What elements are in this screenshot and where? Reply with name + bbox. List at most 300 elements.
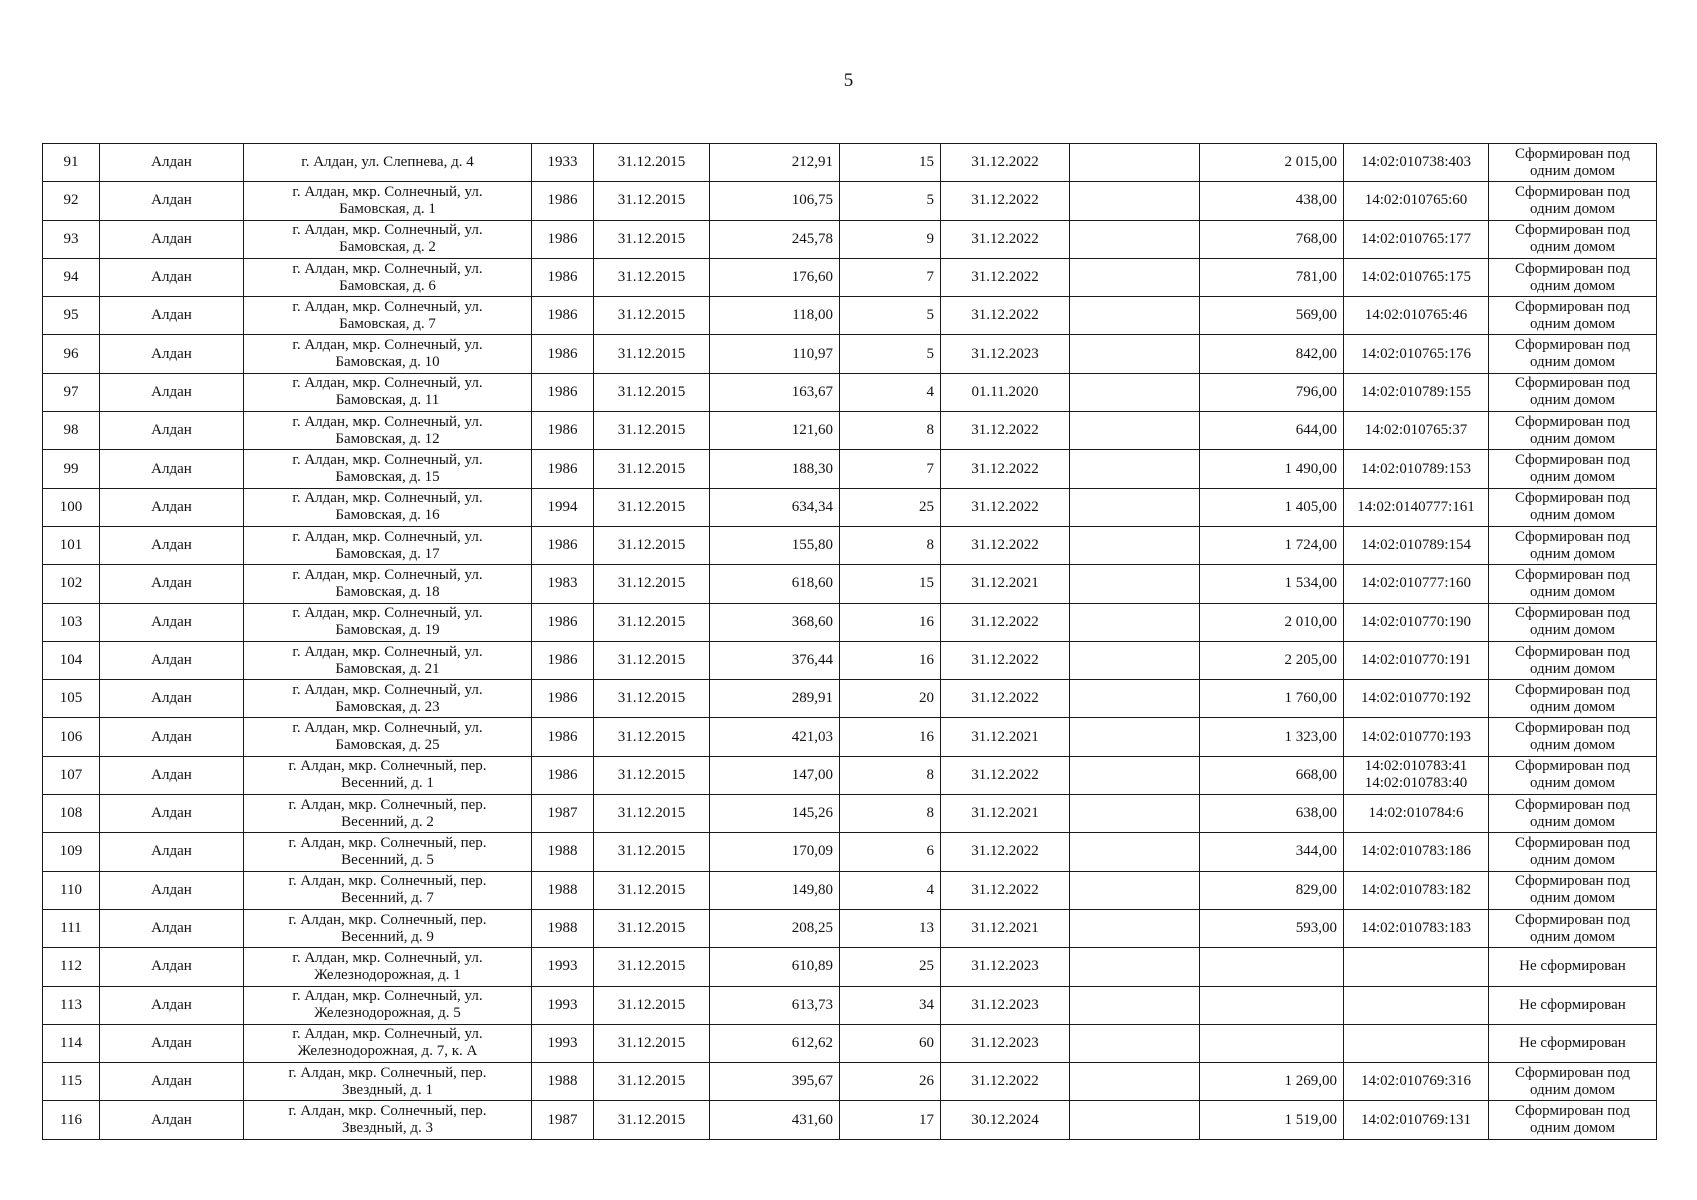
cell-land-status [1489,144,1657,182]
cell-address-line: Бамовская, д. 12 [335,430,440,447]
cell-land-status-line: Сформирован под [1514,1064,1631,1081]
cell-address-line: Бамовская, д. 7 [339,315,436,332]
cell-cadastral-number [1344,488,1489,526]
cell-address-line: г. Алдан, мкр. Солнечный, ул. [292,566,483,583]
cell-land-status-line: Сформирован под [1514,183,1631,200]
cell-residents-count: 16 [840,603,941,641]
cell-year-built: 1983 [532,565,594,603]
cell-area: 121,60 [710,412,840,450]
cell-land-status-line: Сформирован под [1514,911,1631,928]
cell-land-status [1489,182,1657,220]
cell-year-built: 1987 [532,795,594,833]
table-row [43,1101,1657,1139]
cell-planned-date: 31.12.2022 [941,871,1070,909]
cell-settlement: Алдан [100,488,244,526]
cell-cadastral-number [1344,373,1489,411]
cell-land-area: 796,00 [1200,373,1344,411]
cell-land-status [1489,909,1657,947]
cell-cadastral-number [1344,144,1489,182]
cell-residents-count: 34 [840,986,941,1024]
table-row [43,1024,1657,1062]
cell-year-built: 1988 [532,833,594,871]
cell-address [244,144,532,182]
cell-residents-count: 16 [840,641,941,679]
cell-area: 376,44 [710,641,840,679]
cell-area: 145,26 [710,795,840,833]
cell-empty [1070,450,1200,488]
cell-cadastral-number [1344,182,1489,220]
table-row [43,641,1657,679]
cell-residents-count: 8 [840,412,941,450]
cell-land-area: 1 534,00 [1200,565,1344,603]
cell-land-status-line: одним домом [1529,851,1616,868]
cell-row-number: 108 [43,795,100,833]
cell-address-line: г. Алдан, мкр. Солнечный, пер. [288,1103,487,1120]
table-row [43,297,1657,335]
cell-residents-count: 4 [840,373,941,411]
cell-area: 170,09 [710,833,840,871]
cell-cadastral-number-line: 14:02:010769:316 [1360,1073,1471,1090]
cell-land-status-line: одним домом [1529,622,1616,639]
cell-land-status-line: одним домом [1529,1120,1616,1137]
cell-year-built: 1986 [532,450,594,488]
cell-cadastral-number-line: 14:02:010765:46 [1364,307,1468,324]
cell-land-area: 1 323,00 [1200,718,1344,756]
cell-empty [1070,488,1200,526]
cell-year-built: 1986 [532,182,594,220]
cell-settlement: Алдан [100,1101,244,1139]
cell-year-built: 1986 [532,603,594,641]
cell-address [244,1024,532,1062]
cell-land-status-line: Сформирован под [1514,720,1631,737]
cell-address [244,412,532,450]
cell-area: 149,80 [710,871,840,909]
cell-empty [1070,1063,1200,1101]
cell-planned-date: 31.12.2022 [941,526,1070,564]
cell-settlement: Алдан [100,335,244,373]
cell-empty [1070,526,1200,564]
cell-land-status [1489,450,1657,488]
cell-area: 613,73 [710,986,840,1024]
cell-year-built: 1986 [532,756,594,794]
cell-year-built: 1993 [532,948,594,986]
cell-row-number: 91 [43,144,100,182]
cell-empty [1070,1101,1200,1139]
cell-cadastral-number-line: 14:02:010770:192 [1360,690,1471,707]
cell-cadastral-number-line: 14:02:0140777:161 [1357,498,1475,515]
cell-residents-count: 4 [840,871,941,909]
cell-address-line: г. Алдан, мкр. Солнечный, ул. [292,643,483,660]
cell-residents-count: 25 [840,948,941,986]
table-row [43,680,1657,718]
table-row [43,373,1657,411]
cell-planned-date: 31.12.2022 [941,1063,1070,1101]
cell-area: 421,03 [710,718,840,756]
cell-recognition-date: 31.12.2015 [594,1101,710,1139]
cell-address [244,909,532,947]
cell-address-line: г. Алдан, мкр. Солнечный, ул. [292,222,483,239]
cell-address-line: Бамовская, д. 6 [339,277,436,294]
cell-land-status [1489,718,1657,756]
cell-settlement: Алдан [100,450,244,488]
cell-recognition-date: 31.12.2015 [594,144,710,182]
cell-empty [1070,412,1200,450]
cell-cadastral-number-line: 14:02:010770:190 [1360,613,1471,630]
cell-land-area: 842,00 [1200,335,1344,373]
cell-settlement: Алдан [100,1063,244,1101]
cell-address-line: г. Алдан, мкр. Солнечный, пер. [288,796,487,813]
cell-land-status-line: Сформирован под [1514,452,1631,469]
cell-address-line: г. Алдан, мкр. Солнечный, ул. [292,1026,483,1043]
cell-row-number: 102 [43,565,100,603]
cell-address-line: Бамовская, д. 16 [335,507,440,524]
cell-land-status-line: Сформирован под [1514,298,1631,315]
cell-cadastral-number [1344,258,1489,296]
cell-row-number: 107 [43,756,100,794]
cell-address [244,526,532,564]
table-row [43,909,1657,947]
cell-planned-date: 31.12.2021 [941,795,1070,833]
cell-empty [1070,258,1200,296]
table-row [43,144,1657,182]
cell-address-line: Весенний, д. 1 [341,775,434,792]
table-row [43,258,1657,296]
cell-land-area [1200,948,1344,986]
cell-land-status-line: Сформирован под [1514,145,1631,162]
cell-land-area: 593,00 [1200,909,1344,947]
cell-land-area [1200,1024,1344,1062]
cell-land-area: 1 760,00 [1200,680,1344,718]
cell-cadastral-number-line: 14:02:010783:183 [1360,920,1471,937]
cell-land-area: 1 405,00 [1200,488,1344,526]
cell-year-built: 1993 [532,986,594,1024]
cell-row-number: 112 [43,948,100,986]
cell-residents-count: 8 [840,756,941,794]
cell-area: 147,00 [710,756,840,794]
cell-land-status-line: одним домом [1529,813,1616,830]
cell-row-number: 103 [43,603,100,641]
cell-land-area: 644,00 [1200,412,1344,450]
cell-land-status-line: одним домом [1529,277,1616,294]
cell-cadastral-number-line: 14:02:010789:153 [1360,460,1471,477]
cell-land-area: 668,00 [1200,756,1344,794]
cell-cadastral-number-line: 14:02:010765:37 [1364,422,1468,439]
cell-row-number: 101 [43,526,100,564]
cell-empty [1070,680,1200,718]
cell-recognition-date: 31.12.2015 [594,795,710,833]
cell-address [244,680,532,718]
table-row [43,833,1657,871]
cell-address-line: Бамовская, д. 10 [335,354,440,371]
cell-area: 188,30 [710,450,840,488]
cell-row-number: 100 [43,488,100,526]
cell-land-area: 1 490,00 [1200,450,1344,488]
table-row [43,450,1657,488]
cell-land-status-line: одним домом [1529,775,1616,792]
cell-residents-count: 9 [840,220,941,258]
cell-empty [1070,220,1200,258]
cell-cadastral-number-line: 14:02:010769:131 [1360,1111,1471,1128]
cell-year-built: 1988 [532,871,594,909]
cell-address-line: г. Алдан, мкр. Солнечный, ул. [292,260,483,277]
cell-address-line: г. Алдан, мкр. Солнечный, пер. [288,834,487,851]
cell-address-line: г. Алдан, мкр. Солнечный, ул. [292,298,483,315]
cell-land-status-line: одним домом [1529,354,1616,371]
cell-area: 618,60 [710,565,840,603]
cell-cadastral-number [1344,909,1489,947]
cell-land-area [1200,986,1344,1024]
cell-settlement: Алдан [100,871,244,909]
cell-cadastral-number [1344,412,1489,450]
cell-cadastral-number-line: 14:02:010765:177 [1360,230,1471,247]
table-row [43,871,1657,909]
cell-land-status-line: одним домом [1529,239,1616,256]
cell-address [244,565,532,603]
cell-address-line: г. Алдан, мкр. Солнечный, ул. [292,490,483,507]
cell-cadastral-number-line: 14:02:010783:41 [1364,758,1468,775]
cell-residents-count: 17 [840,1101,941,1139]
cell-address [244,258,532,296]
cell-empty [1070,909,1200,947]
cell-address-line: г. Алдан, мкр. Солнечный, ул. [292,413,483,430]
cell-land-status-line: Сформирован под [1514,643,1631,660]
cell-land-status-line: Сформирован под [1514,375,1631,392]
cell-empty [1070,718,1200,756]
cell-address-line: г. Алдан, мкр. Солнечный, ул. [292,452,483,469]
cell-recognition-date: 31.12.2015 [594,1024,710,1062]
cell-cadastral-number [1344,641,1489,679]
cell-recognition-date: 31.12.2015 [594,909,710,947]
cell-recognition-date: 31.12.2015 [594,948,710,986]
cell-row-number: 115 [43,1063,100,1101]
cell-year-built: 1988 [532,1063,594,1101]
cell-address-line: Звездный, д. 3 [342,1120,433,1137]
cell-cadastral-number [1344,1024,1489,1062]
cell-area: 368,60 [710,603,840,641]
cell-land-status-line: Сформирован под [1514,222,1631,239]
cell-year-built: 1993 [532,1024,594,1062]
cell-recognition-date: 31.12.2015 [594,450,710,488]
cell-planned-date: 31.12.2022 [941,833,1070,871]
page-number: 5 [843,70,854,91]
cell-address [244,373,532,411]
cell-row-number: 94 [43,258,100,296]
cell-recognition-date: 31.12.2015 [594,603,710,641]
cell-land-status [1489,1101,1657,1139]
cell-residents-count: 5 [840,297,941,335]
cell-land-area: 344,00 [1200,833,1344,871]
cell-land-status-line: одним домом [1529,200,1616,217]
cell-planned-date: 31.12.2021 [941,909,1070,947]
cell-address-line: г. Алдан, ул. Слепнева, д. 4 [301,154,474,171]
cell-cadastral-number [1344,1063,1489,1101]
cell-residents-count: 20 [840,680,941,718]
cell-address [244,641,532,679]
cell-residents-count: 5 [840,182,941,220]
cell-year-built: 1986 [532,718,594,756]
cell-year-built: 1994 [532,488,594,526]
cell-settlement: Алдан [100,833,244,871]
cell-cadastral-number-line: 14:02:010765:60 [1364,192,1468,209]
cell-planned-date: 31.12.2022 [941,680,1070,718]
cell-land-status [1489,986,1657,1024]
cell-land-area: 2 015,00 [1200,144,1344,182]
cell-area: 245,78 [710,220,840,258]
cell-land-status [1489,948,1657,986]
cell-planned-date: 30.12.2024 [941,1101,1070,1139]
cell-land-status-line: одним домом [1529,698,1616,715]
cell-land-status-line: Сформирован под [1514,337,1631,354]
cell-empty [1070,603,1200,641]
cell-land-status-line: Сформирован под [1514,528,1631,545]
cell-settlement: Алдан [100,641,244,679]
cell-cadastral-number [1344,526,1489,564]
table-row [43,1063,1657,1101]
cell-land-status [1489,871,1657,909]
table-row [43,986,1657,1024]
table-row [43,756,1657,794]
cell-recognition-date: 31.12.2015 [594,258,710,296]
cell-land-status-line: одним домом [1529,469,1616,486]
cell-land-status-line: Сформирован под [1514,605,1631,622]
cell-row-number: 111 [43,909,100,947]
cell-residents-count: 15 [840,144,941,182]
cell-address-line: г. Алдан, мкр. Солнечный, ул. [292,375,483,392]
cell-address [244,756,532,794]
cell-address-line: Бамовская, д. 11 [335,392,440,409]
cell-land-status-line: Сформирован под [1514,681,1631,698]
cell-cadastral-number [1344,335,1489,373]
cell-cadastral-number [1344,220,1489,258]
cell-address-line: г. Алдан, мкр. Солнечный, ул. [292,720,483,737]
cell-cadastral-number [1344,603,1489,641]
cell-settlement: Алдан [100,258,244,296]
cell-land-status-line: одним домом [1529,1081,1616,1098]
cell-address [244,450,532,488]
cell-settlement: Алдан [100,297,244,335]
cell-address [244,948,532,986]
cell-area: 163,67 [710,373,840,411]
cell-row-number: 116 [43,1101,100,1139]
cell-year-built: 1986 [532,373,594,411]
cell-year-built: 1988 [532,909,594,947]
cell-address [244,1063,532,1101]
cell-planned-date: 31.12.2022 [941,258,1070,296]
cell-land-status [1489,1024,1657,1062]
cell-planned-date: 31.12.2022 [941,641,1070,679]
cell-cadastral-number [1344,1101,1489,1139]
cell-address [244,182,532,220]
cell-residents-count: 60 [840,1024,941,1062]
cell-address-line: г. Алдан, мкр. Солнечный, пер. [288,758,487,775]
cell-year-built: 1986 [532,680,594,718]
cell-address [244,1101,532,1139]
cell-land-status-line: Сформирован под [1514,260,1631,277]
cell-address-line: Звездный, д. 1 [342,1081,433,1098]
cell-area: 634,34 [710,488,840,526]
cell-land-status-line: Сформирован под [1514,1103,1631,1120]
cell-address-line: Бамовская, д. 17 [335,545,440,562]
cell-planned-date: 31.12.2022 [941,412,1070,450]
cell-land-status [1489,1063,1657,1101]
cell-address-line: г. Алдан, мкр. Солнечный, ул. [292,988,483,1005]
cell-cadastral-number [1344,795,1489,833]
cell-cadastral-number-line: 14:02:010789:155 [1360,383,1471,400]
cell-land-status [1489,488,1657,526]
cell-recognition-date: 31.12.2015 [594,412,710,450]
cell-recognition-date: 31.12.2015 [594,641,710,679]
cell-recognition-date: 31.12.2015 [594,871,710,909]
cell-recognition-date: 31.12.2015 [594,220,710,258]
cell-row-number: 109 [43,833,100,871]
cell-land-status-line: Сформирован под [1514,566,1631,583]
cell-land-status-line: Не сформирован [1519,958,1626,975]
cell-address-line: г. Алдан, мкр. Солнечный, ул. [292,681,483,698]
cell-address [244,603,532,641]
cell-row-number: 105 [43,680,100,718]
cell-land-status [1489,526,1657,564]
cell-land-status-line: Сформирован под [1514,834,1631,851]
cell-residents-count: 15 [840,565,941,603]
cell-land-status [1489,680,1657,718]
cell-planned-date: 01.11.2020 [941,373,1070,411]
cell-address [244,795,532,833]
cell-land-status-line: одним домом [1529,583,1616,600]
cell-area: 289,91 [710,680,840,718]
cell-planned-date: 31.12.2021 [941,565,1070,603]
cell-row-number: 96 [43,335,100,373]
cell-address-line: Весенний, д. 9 [341,928,434,945]
cell-year-built: 1987 [532,1101,594,1139]
table-row [43,526,1657,564]
cell-land-status-line: одним домом [1529,392,1616,409]
cell-settlement: Алдан [100,412,244,450]
cell-land-status-line: одним домом [1529,928,1616,945]
cell-residents-count: 13 [840,909,941,947]
cell-land-status [1489,297,1657,335]
cell-recognition-date: 31.12.2015 [594,718,710,756]
cell-row-number: 106 [43,718,100,756]
cell-settlement: Алдан [100,565,244,603]
cell-land-status [1489,373,1657,411]
cell-land-status-line: Сформирован под [1514,758,1631,775]
cell-land-status [1489,220,1657,258]
cell-row-number: 110 [43,871,100,909]
cell-year-built: 1986 [532,412,594,450]
cell-address-line: Бамовская, д. 25 [335,737,440,754]
cell-recognition-date: 31.12.2015 [594,297,710,335]
cell-row-number: 95 [43,297,100,335]
cell-residents-count: 5 [840,335,941,373]
table-row [43,795,1657,833]
cell-land-status [1489,412,1657,450]
cell-empty [1070,182,1200,220]
cell-empty [1070,297,1200,335]
cell-address-line: Железнодорожная, д. 7, к. А [297,1043,478,1060]
cell-settlement: Алдан [100,795,244,833]
cell-planned-date: 31.12.2022 [941,488,1070,526]
cell-land-status [1489,565,1657,603]
cell-year-built: 1986 [532,526,594,564]
cell-land-status [1489,795,1657,833]
cell-residents-count: 7 [840,450,941,488]
cell-land-status-line: Сформирован под [1514,490,1631,507]
cell-land-status-line: Сформирован под [1514,873,1631,890]
cell-land-area: 2 010,00 [1200,603,1344,641]
cell-cadastral-number-line: 14:02:010783:186 [1360,843,1471,860]
cell-settlement: Алдан [100,144,244,182]
cell-settlement: Алдан [100,220,244,258]
